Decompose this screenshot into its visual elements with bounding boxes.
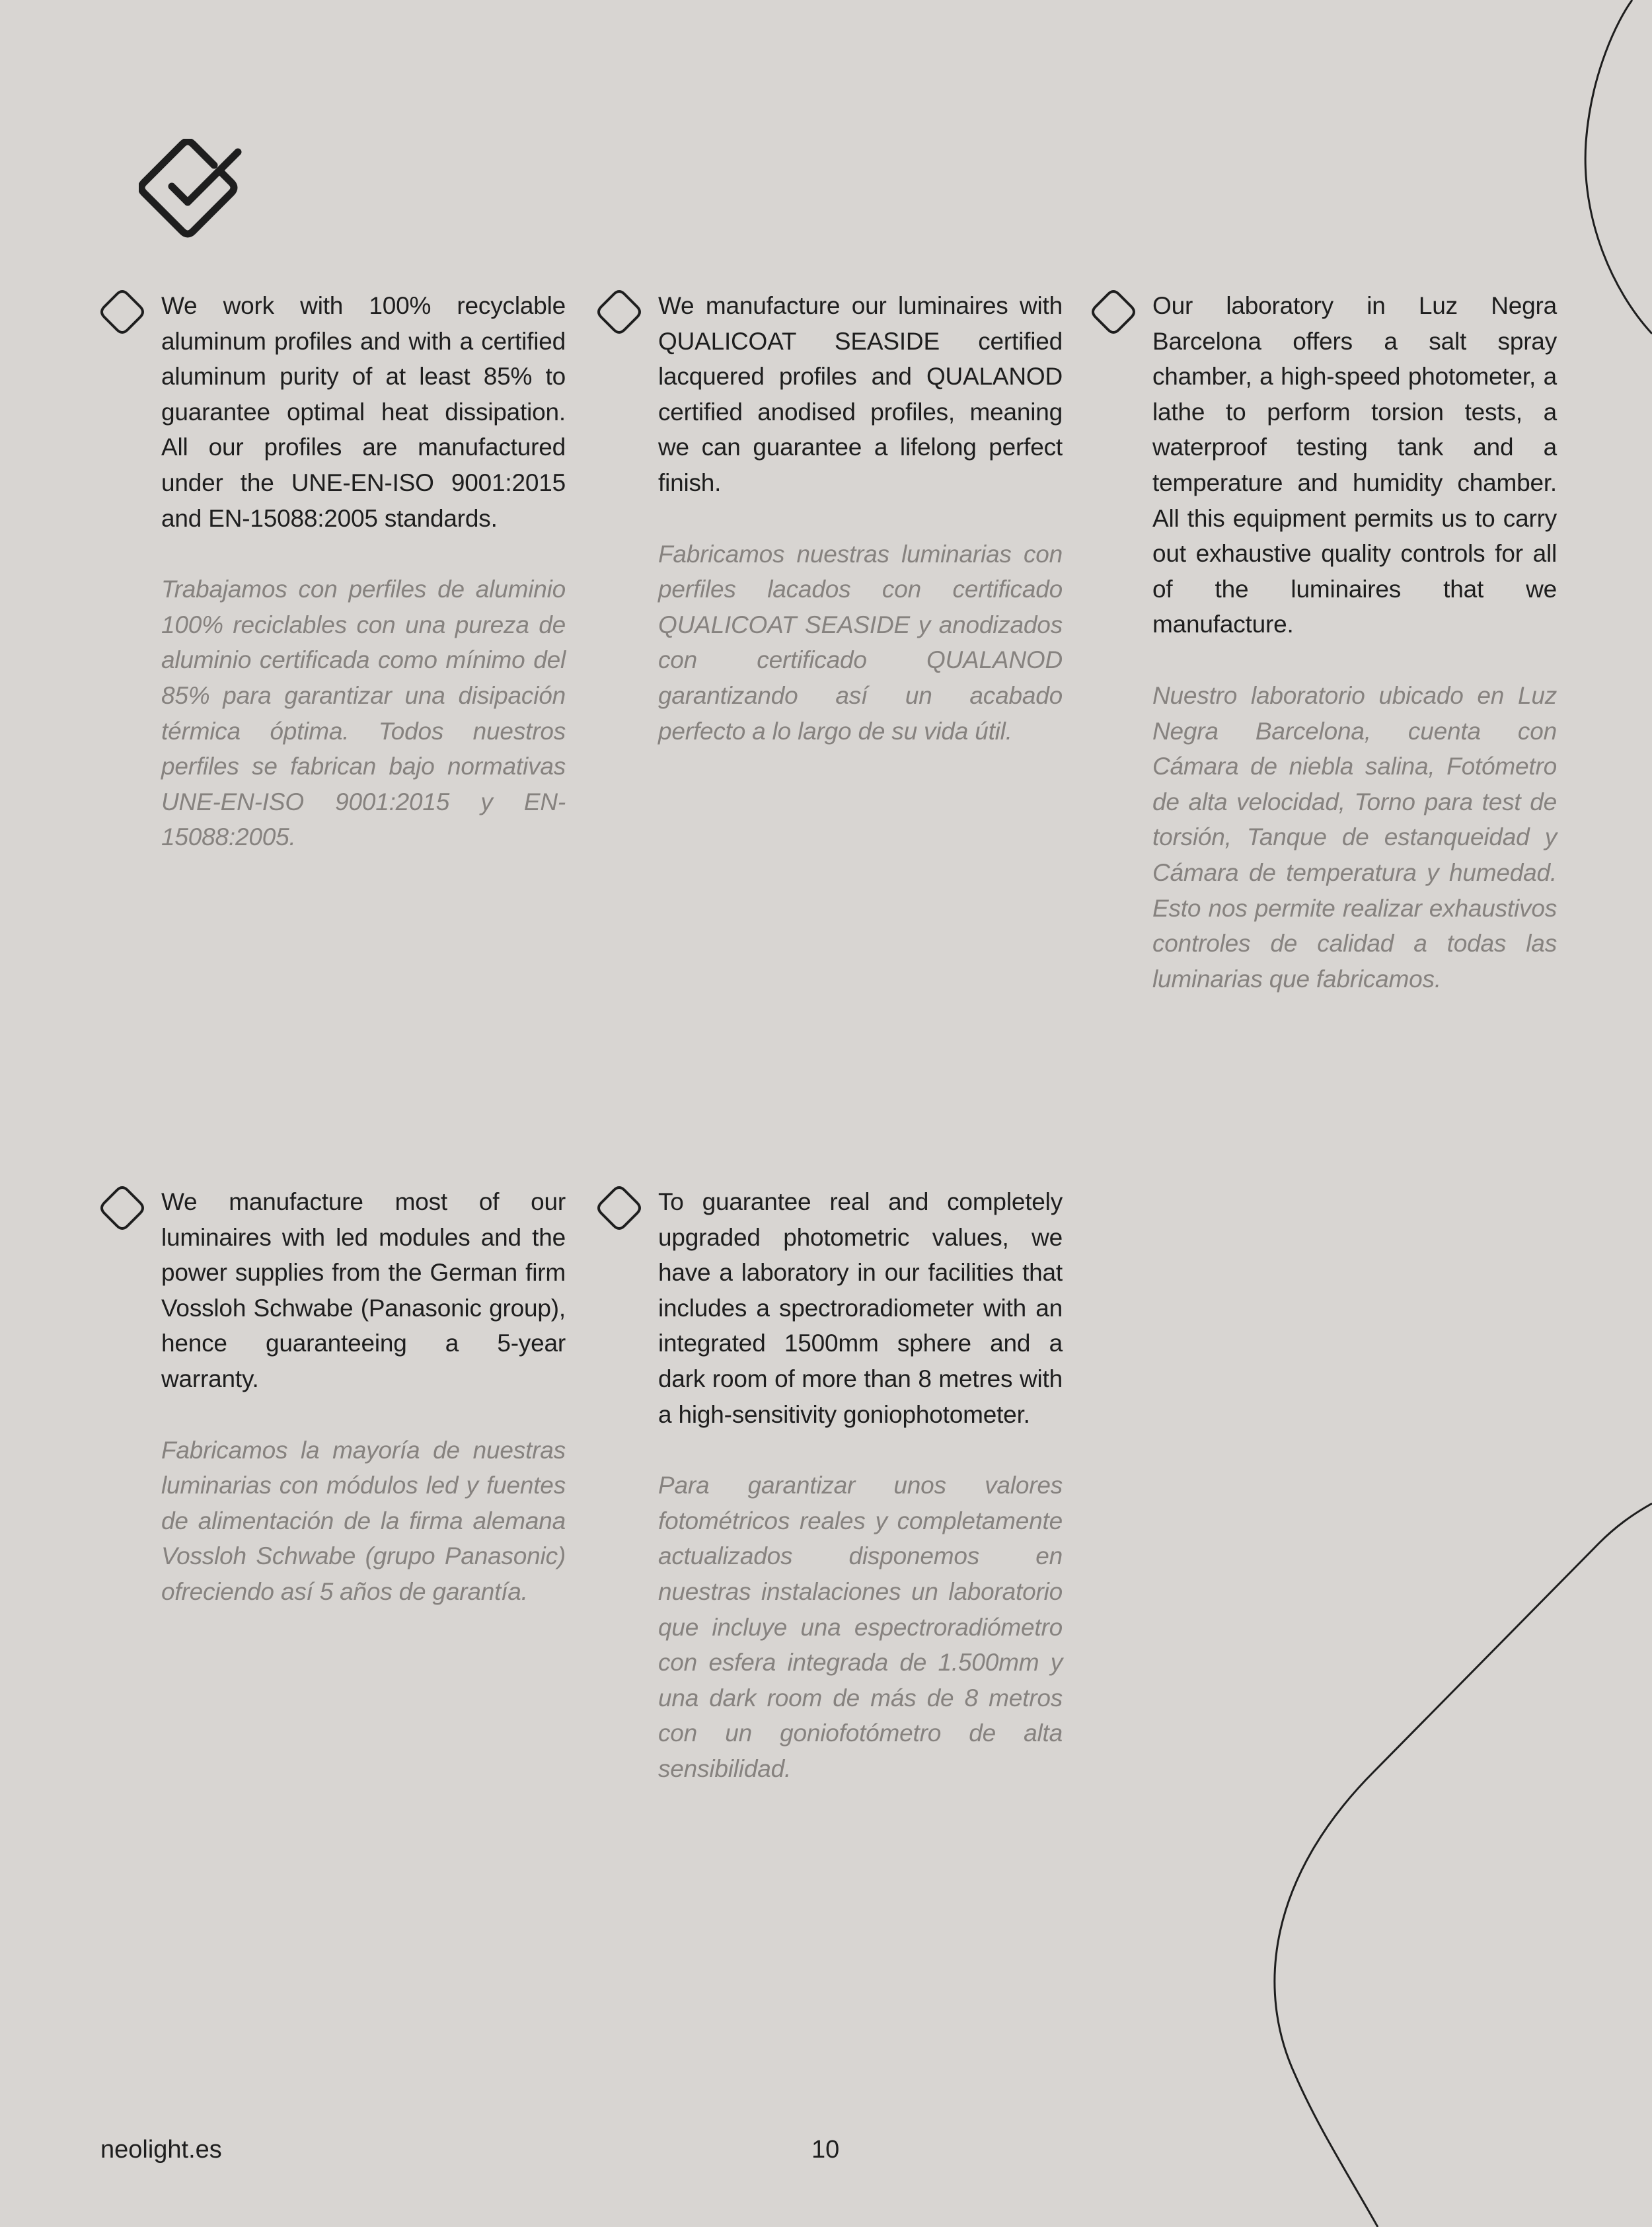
bottom-right-curve	[1275, 1503, 1652, 2227]
diamond-bullet-icon	[98, 288, 146, 336]
diamond-bullet-icon	[98, 1184, 146, 1232]
diamond-bullet-icon	[595, 288, 643, 336]
spanish-paragraph: Nuestro laboratorio ubicado en Luz Negra Barcelona, cuenta con Cámara de niebla salina, Fotómetro de alta velocidad, Torno para test de torsión, Tanque de estanqueidad y Cámara de temperatura y humedad. Esto nos permite realizar exhaustivos controles de calidad a todas las luminarias que fabricamos.	[1152, 681, 1557, 993]
spanish-paragraph: Fabricamos nuestras luminarias con perfiles lacados con certificado QUALICOAT SEASIDE y anodizados con certificado QUALANOD garantizando así un acabado perfecto a lo largo de su vida útil.	[658, 540, 1063, 745]
footer-website[interactable]: neolight.es	[100, 2136, 222, 2164]
check-badge-icon	[139, 139, 244, 238]
english-paragraph: We manufacture our luminaires with QUALICOAT SEASIDE certified lacquered profiles and QUALANOD certified anodised profiles, meaning we can guarantee a lifelong perfect finish.	[658, 292, 1063, 496]
english-paragraph: We manufacture most of our luminaires with led modules and the power supplies from the German firm Vossloh Schwabe (Panasonic group), hence guaranteeing a 5-year warranty.	[161, 1188, 566, 1392]
diamond-bullet-icon	[595, 1184, 643, 1232]
feature-block-led-modules	[161, 1184, 566, 1610]
feature-block-laboratory	[1152, 288, 1557, 997]
spanish-paragraph: Para garantizar unos valores fotométricos reales y completamente actualizados disponemos en nuestras instalaciones un laboratorio que incluye una espectroradiómetro con esfera integrada de 1.500mm y una dark room de más de 8 metros con un goniofotómetro de alta sensibilidad.	[658, 1472, 1063, 1782]
feature-block-recyclable-aluminum	[161, 288, 566, 855]
spanish-paragraph: Trabajamos con perfiles de aluminio 100% reciclables con una pureza de aluminio certificada como mínimo del 85% para garantizar una disipación térmica óptima. Todos nuestros perfiles se fabrican bajo normativas UNE-EN-ISO 9001:2015 y EN-15088:2005.	[161, 576, 566, 851]
english-paragraph: To guarantee real and completely upgraded photometric values, we have a laboratory in our facilities that includes a spectroradiometer with an integrated 1500mm sphere and a dark room of more than 8 metres with a high-sensitivity goniophotometer.	[658, 1188, 1063, 1428]
diamond-bullet-icon	[1090, 288, 1137, 336]
english-paragraph: We work with 100% recyclable aluminum profiles and with a certified aluminum purity of at least 85% to guarantee optimal heat dissipation. All our profiles are manufactured under the UNE-EN-ISO 9001:2015 and EN-15088:2005 standards.	[161, 292, 566, 532]
spanish-paragraph: Fabricamos la mayoría de nuestras luminarias con módulos led y fuentes de alimentación de la firma alemana Vossloh Schwabe (grupo Panasonic) ofreciendo así 5 años de garantía.	[161, 1436, 566, 1605]
feature-block-certified-finish	[658, 288, 1063, 749]
feature-block-photometric	[658, 1184, 1063, 1787]
top-right-curve	[1585, 0, 1652, 334]
page-number: 10	[811, 2136, 840, 2164]
english-paragraph: Our laboratory in Luz Negra Barcelona offers a salt spray chamber, a high-speed photometer, a lathe to perform torsion tests, a waterproof testing tank and a temperature and humidity chamber. All this equipment permits us to carry out exhaustive quality controls for all of the luminaires that we manufacture.	[1152, 292, 1557, 638]
